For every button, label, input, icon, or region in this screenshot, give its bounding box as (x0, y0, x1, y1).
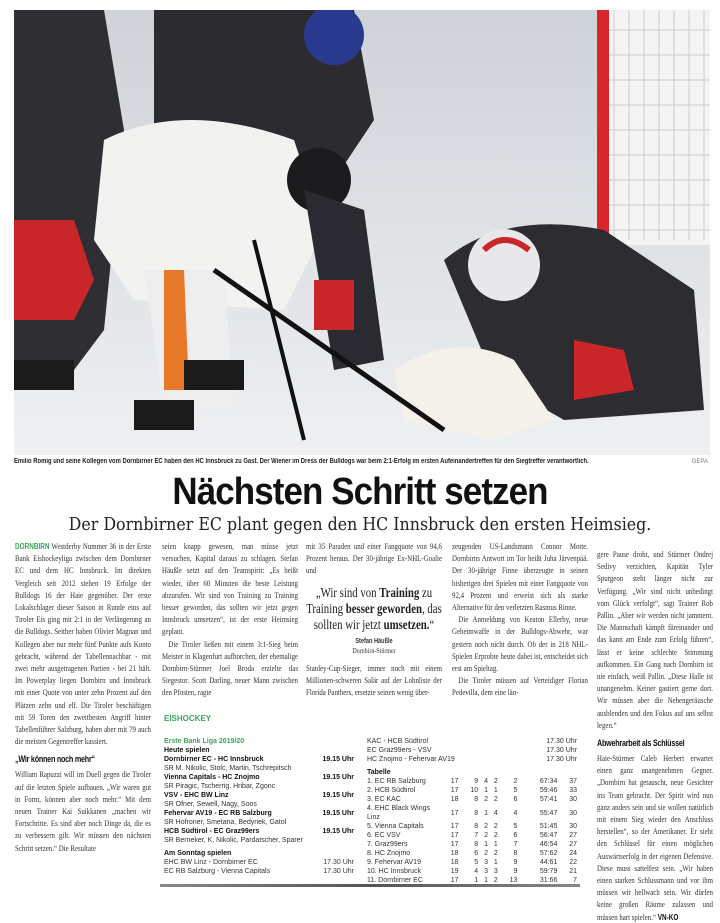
match-row (164, 755, 354, 764)
table-row (367, 804, 577, 822)
stat-cell: 30 (569, 796, 577, 803)
subheadline: Der Dornbirner EC plant gegen den HC Innsbruck den ersten Heimsieg. (68, 514, 652, 535)
photo-credit: GEPA (691, 459, 708, 465)
table-row (367, 777, 577, 786)
stat-cell: 2 (493, 832, 498, 839)
stat-cell: 7 (474, 832, 479, 839)
stat-cell: 8 (474, 841, 479, 848)
stat-cell: 17 (450, 841, 459, 848)
stat-cell: 7 (513, 841, 518, 848)
team-cell: 2. HCB Südtirol (367, 787, 416, 794)
stat-cell: 4 (474, 868, 479, 875)
referees: SR M. Nikolic, Stolc, Martin, Tschrepitsch (164, 765, 292, 772)
stat-cell: 17 (450, 823, 459, 830)
match-time: 17.30 Uhr (546, 747, 577, 754)
paragraph: William Rapuzzi will im Duell gegen die Tiroler auf die letzten Spiele aufbauen. „Wir waren gut in Form, können aber noch mehr.“ Mit dem neuen Trainer Kai Suikkanen „machen wir Fortschritte. Es sind aber noch Dinge da, die es zu verbessern gilt. Wir müssen den nächsten Schritt setzen.“ Die Resultate (15, 769, 151, 853)
team-cell: 5. Vienna Capitals (367, 823, 424, 830)
match-time: 19.15 Uhr (322, 828, 354, 835)
stat-cell: 17 (450, 832, 459, 839)
stat-cell: 1 (493, 787, 498, 794)
stat-cell: 3 (484, 868, 488, 875)
stat-cell: 2 (493, 877, 498, 884)
match-teams: Dornbirner EC - HC Innsbruck (164, 756, 264, 763)
stat-cell: 18 (450, 796, 459, 803)
team-cell: 1. EC RB Salzburg (367, 778, 426, 785)
stat-cell: 33 (569, 787, 577, 794)
stat-cell: 51:45 (539, 823, 558, 830)
stat-cell: 3 (484, 859, 488, 866)
match-time: 17.30 Uhr (546, 756, 577, 763)
stat-cell: 8 (513, 850, 518, 857)
table-row (367, 831, 577, 840)
team-cell: 8. HC Znojmo (367, 850, 411, 857)
quote-role: Dornbirn-Stürmer (352, 645, 396, 655)
stat-cell: 46:54 (539, 841, 558, 848)
match-time: 19.15 Uhr (322, 756, 354, 763)
stat-cell: 10 (470, 787, 479, 794)
match-row (164, 827, 354, 836)
hockey-scene-image (14, 10, 710, 455)
stat-cell: 2 (484, 823, 488, 830)
match-row (164, 809, 354, 818)
stat-cell: 2 (484, 796, 488, 803)
paragraph: Die Tiroler müssen auf Verteidiger Florian Pedevilla, dem eine län- (452, 675, 588, 698)
stat-cell: 5 (513, 787, 518, 794)
league-title: Erste Bank Liga 2019/20 (164, 738, 245, 745)
stat-cell: 5 (513, 823, 518, 830)
signoff: VN-KO (657, 912, 679, 922)
stat-cell: 55:47 (539, 809, 558, 817)
match-row (367, 746, 577, 755)
stat-cell: 13 (509, 877, 518, 884)
paragraph-text: Westderby Nummer 36 in der Erste Bank Eishockeyliga zwischen dem Dornbirner EC und dem HC Innsbruck. Im direkten Vergleich seit 2012 stehen 19 Erfolge der Bulldogs 16 der Haie gegenüber. Der erste Lokalschlager dieser Saison in Runde eins auf Tiroler Eis ging mit 2:1 in der Verlängerung an die Bulldogs. Seither haben Olivier Magnan und Kollegen aber nur mehr fünf Punkte aufs Konto gebracht, während der Tabellennachbar - mit zwei mehr ausgetragenen Partien - bei 21 hält. Im Powerplay liegen Dornbirn und Innsbruck mit einer Quote von unter zehn Prozent auf den Plätzen zehn und elf. Die Tiroler beschäftigen mit 59 Toren den zweitbesten Angriff hinter Tabellenführer Salzburg, haben aber mit 79 auch die meisten Gegentreffer kassiert. (15, 541, 152, 747)
stat-cell: 2 (493, 778, 498, 785)
match-teams: Fehervar AV19 - EC RB Salzburg (164, 810, 272, 817)
stat-cell: 2 (484, 832, 488, 839)
team-cell: 3. EC KAC (367, 796, 401, 803)
stat-cell: 8 (474, 796, 479, 803)
table-row (367, 840, 577, 849)
stat-cell: 1 (484, 809, 488, 817)
stat-cell: 1 (484, 877, 488, 884)
stat-cell: 17 (450, 787, 459, 794)
stat-cell: 7 (573, 877, 577, 884)
stat-cell: 59:79 (539, 868, 558, 875)
match-teams: EC RB Salzburg - Vienna Capitals (164, 868, 271, 875)
match-time: 19.15 Uhr (322, 792, 354, 799)
stat-cell: 2 (493, 850, 498, 857)
article-column-4 (452, 540, 588, 699)
stat-cell: 6 (513, 832, 518, 839)
match-row (164, 858, 354, 867)
stat-cell: 6 (513, 796, 518, 803)
stat-cell: 30 (569, 823, 577, 830)
stat-cell: 31:66 (539, 877, 558, 884)
stat-cell: 56:47 (539, 832, 558, 839)
stat-cell: 37 (569, 778, 577, 785)
paragraph: Die Anmeldung von Keaton Ellerby, neue Geheimwaffe in der Bulldogs-Abwehr, war gestern noch nicht durch. Ob der in 218 NHL-Spielen Erprobte heute dabei ist, entscheidet sich erst am Spieltag. (452, 614, 588, 674)
stat-cell: 1 (493, 841, 498, 848)
team-cell: 4. EHC Black Wings Linz (367, 805, 431, 821)
match-time: 19.15 Uhr (322, 810, 354, 817)
paragraph: gere Pause droht, und Stürmer Ondrej Sedivy verzichten, Kapitän Tyler Spurgeon steht länger nicht zur Verfügung. „Wir sind nicht unbedingt vom Glück verfolgt“, sagt Trainer Rob Pallin. „Aber wir werden nicht jammern. Die Mannschaft kämpft füreinander und das kann am Ende zum Erfolg führen“, lässt er keine schlechte Stimmung aufkommen. Ein Gang nach Dornbirn ist nie einfach, weiß Pallin. „Diese Halle ist unangenehm. Keiner gastiert gerne dort. Wir müssen aber die Nebengeräusche ausblenden und den Fokus auf uns selbst legen.“ (597, 549, 713, 730)
table-row (367, 867, 577, 876)
stat-cell: 9 (513, 859, 518, 866)
match-time: 17.30 Uhr (323, 868, 354, 875)
paragraph: Haie-Stürmer Caleb Herbert erwartet einen ganz unangenehmen Gegner. „Dornbirn hat getauscht, neue Gesichter ins Team gebracht. Der Spirit wird nun ganz anders sein und sie wollen natürlich mit einem Sieg wieder den Anschluss herstellen“, so der Amerikaner. Er sieht den Schlüssel für einen möglichen Auswärtserfolg in der eigenen Defensive. Diese muss sattelfest sein. „Wir haben einen starken Schlussmann und vor ihm müssen wir hellwach sein. Wir dürfen keine großen Räume zulassen und müssen hart spielen.“ VN-KO (597, 753, 713, 922)
stat-cell: 1 (484, 787, 488, 794)
stat-cell: 18 (450, 850, 459, 857)
article-column-1 (15, 540, 151, 854)
stat-cell: 1 (474, 877, 479, 884)
paragraph: zeugenden US-Landsmann Connor Motte. Dornbirns Antwort im Tor heißt Juha Järvenpää. Der 30-jährige Finne überzeugte in seinen bisherigen drei Spielen mit einer Fangquote von 92,4 Prozent und erweist sich als starke Alternative für den verletzten Rasmus Rinne. (452, 541, 588, 613)
stat-cell: 22 (569, 859, 577, 866)
hockey-photo (14, 10, 710, 455)
stat-cell: 1 (493, 859, 498, 866)
divider-bar (160, 884, 580, 887)
team-cell: 7. Graz99ers (367, 841, 408, 848)
stat-cell: 8 (474, 809, 479, 817)
stat-cell: 2 (493, 823, 498, 830)
table-row (367, 858, 577, 867)
match-time: 19.15 Uhr (322, 774, 354, 781)
paragraph: Die Tiroler ließen mit einem 3:1-Sieg beim Meister in Klagenfurt aufhorchen, der ehemalige Dornbirn-Stürmer Joel Broda erzielte das Siegestor. Scott Darling, neuer Mann zwischen den Pfosten, ragte (162, 638, 298, 698)
stat-cell: 18 (450, 859, 459, 866)
stat-cell: 44:61 (539, 859, 558, 866)
stat-cell: 6 (474, 850, 479, 857)
stat-cell: 21 (569, 868, 577, 875)
stat-cell: 17 (450, 778, 459, 785)
stat-cell: 27 (569, 841, 577, 848)
table-row (367, 849, 577, 858)
match-teams: HCB Südtirol - EC Graz99ers (164, 828, 260, 835)
match-teams: EC Graz99ers - VSV (367, 747, 432, 754)
standings-table (367, 777, 577, 885)
stat-cell: 59:46 (539, 787, 558, 794)
stat-cell: 19 (450, 868, 459, 875)
article-column-5 (597, 548, 713, 923)
section-tag: EISHOCKEY (164, 714, 212, 723)
referees: SR Hofroner, Smetana, Bedynek, Gatol (164, 819, 287, 826)
match-row (164, 773, 354, 782)
stat-cell: 5 (474, 859, 479, 866)
headline: Nächsten Schritt setzen (172, 471, 548, 513)
quote-author: Stefan Häußle (355, 637, 393, 645)
dateline: DORNBIRN (15, 542, 50, 551)
stat-cell: 3 (493, 868, 498, 875)
match-time: 17.30 Uhr (323, 859, 354, 866)
stat-cell: 9 (513, 868, 518, 875)
stat-cell: 2 (513, 778, 518, 785)
stat-cell: 17 (450, 877, 459, 884)
stat-cell: 27 (569, 832, 577, 839)
match-row (367, 737, 577, 746)
stat-cell: 2 (484, 850, 488, 857)
team-cell: 6. EC VSV (367, 832, 401, 839)
match-row (164, 867, 354, 876)
article-column-3 (306, 540, 442, 698)
match-teams: Vienna Capitals - HC Znojmo (164, 774, 260, 781)
stat-cell: 17 (450, 809, 459, 817)
stat-cell: 8 (474, 823, 479, 830)
team-cell: 10. HC Innsbruck (367, 868, 422, 875)
table-row (367, 795, 577, 804)
stat-cell: 67:34 (539, 778, 558, 785)
table-row (367, 786, 577, 795)
paragraph (15, 540, 151, 747)
match-row (164, 791, 354, 800)
stat-cell: 24 (569, 850, 577, 857)
referees: SR Berneker, K. Nikolic, Pardatscher, Sparer (164, 837, 303, 844)
stat-cell: 4 (493, 809, 498, 817)
stat-cell: 30 (569, 809, 577, 817)
stat-cell: 9 (474, 778, 479, 785)
section-subhead: „Wir können noch mehr“ (15, 754, 95, 765)
article-column-2 (162, 540, 298, 699)
stat-cell: 57:41 (539, 796, 558, 803)
sunday-label: Am Sonntag spielen (164, 850, 232, 857)
stat-cell: 1 (484, 841, 488, 848)
referees: SR Ofner, Sewell, Nagy, Soos (164, 801, 257, 808)
table-label: Tabelle (367, 769, 391, 776)
referees: SR Piragic, Tscherrig, Hribar, Zgonc (164, 783, 276, 790)
standings-box (367, 737, 577, 885)
match-teams: VSV - EHC BW Linz (164, 792, 229, 799)
match-time: 17.30 Uhr (546, 738, 577, 745)
today-label: Heute spielen (164, 747, 210, 754)
pull-quote: „Wir sind von Training zu Training besser geworden, das sollten wir jetzt umsetzen.“ (306, 584, 442, 632)
team-cell: 11. Dornbirner EC (367, 877, 423, 884)
team-cell: 9. Fehervar AV19 (367, 859, 421, 866)
paragraph: Stanley-Cup-Sieger, immer noch mit einem Millionen-schweren Salär auf der Lohnliste der Florida Panthers, ersetzte seinen wenig über- (306, 662, 442, 698)
match-teams: KAC - HCB Südtirol (367, 738, 429, 745)
stat-cell: 2 (493, 796, 498, 803)
schedule-box (164, 737, 354, 876)
stat-cell: 57:62 (539, 850, 558, 857)
match-teams: EHC BW Linz - Dornbirner EC (164, 859, 258, 866)
photo-caption: Emilio Romig und seine Kollegen vom Dornbirner EC haben den HC Innsbruck zu Gast. Der Wiener im Dress der Bulldogs war beim 2:1-Erfolg im ersten Aufeinandertreffen für den Siegtreffer verantwortlich. (14, 458, 589, 465)
match-row (367, 755, 577, 764)
match-teams: HC Znojmo - Fehervar AV19 (367, 756, 455, 763)
stat-cell: 4 (513, 809, 518, 817)
paragraph: seien knapp gewesen, man müsse jetzt versuchen, Kapital daraus zu schlagen. Stefan Häußle setzt auf den Teamspirit: „Es heißt wieder, über 60 Minuten die beste Leistung abzurufen. Wir sind von Training zu Training besser geworden, das sollten wir jetzt gegen Innsbruck umsetzen“, ist der erste Heimsieg geplant. (162, 541, 298, 637)
paragraph: mit 35 Paraden und einer Fangquote von 94,6 Prozent heraus. Der 30-jährige Ex-NHL-Goalie und (306, 541, 442, 576)
table-row (367, 822, 577, 831)
section-subhead: Abwehrarbeit als Schlüssel (597, 738, 685, 749)
stat-cell: 4 (484, 778, 488, 785)
